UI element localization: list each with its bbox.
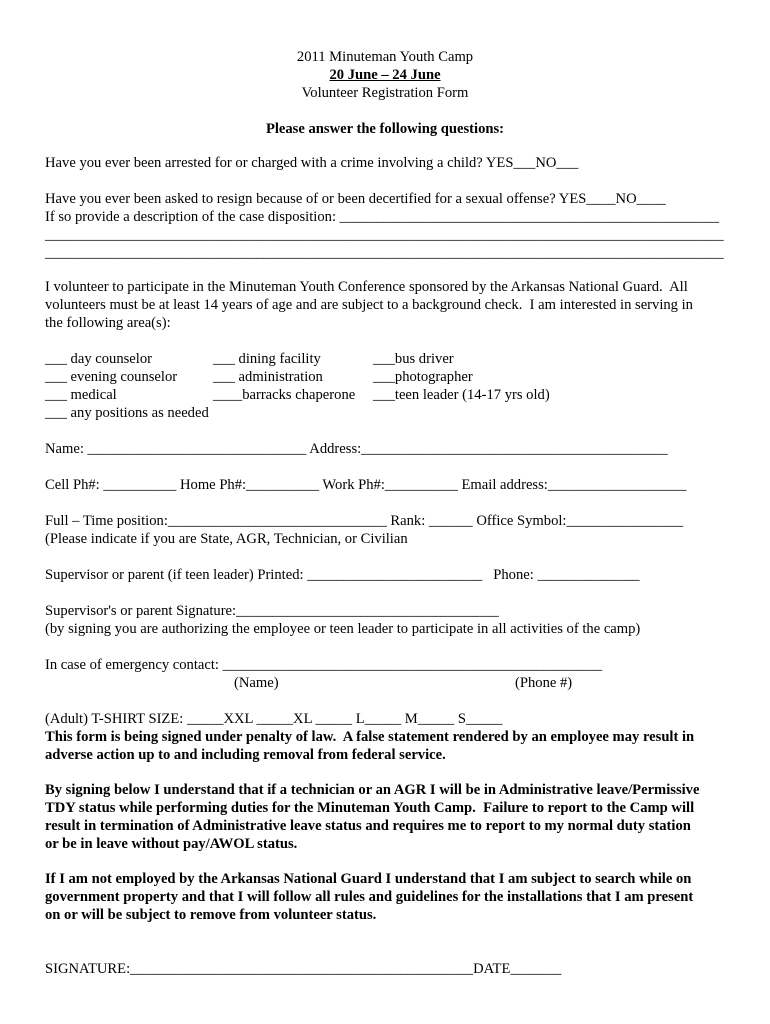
non-employee-notice: on or will be subject to remove from volunteer status. [45, 907, 377, 923]
volunteer-statement-line: the following area(s): [45, 315, 171, 331]
area-option: ___ dining facility [213, 351, 321, 367]
form-name: Volunteer Registration Form [301, 85, 469, 101]
volunteer-statement-line: I volunteer to participate in the Minuteman Youth Conference sponsored by the Arkansas National Guard. All [45, 279, 688, 295]
question-decertified: Have you ever been asked to resign because of or been decertified for a sexual offense? YES____NO____ [45, 191, 666, 207]
area-option: ___ administration [213, 369, 323, 385]
penalty-notice: This form is being signed under penalty of law. A false statement rendered by an employee may result in [45, 729, 695, 745]
area-option: ___ medical [45, 387, 117, 403]
area-option: ___ day counselor [45, 351, 152, 367]
supervisor-signature-field: Supervisor's or parent Signature:____________________________________ [45, 603, 499, 619]
question-arrested: Have you ever been arrested for or charged with a crime involving a child? YES___NO___ [45, 155, 579, 171]
emergency-phone-label: (Phone #) [515, 675, 573, 691]
area-option: ___bus driver [373, 351, 454, 367]
area-option: ___photographer [373, 369, 473, 385]
phone-email-field: Cell Ph#: __________ Home Ph#:__________ Work Ph#:__________ Email address:___________________ [45, 477, 687, 493]
camp-title: 2011 Minuteman Youth Camp [296, 49, 474, 65]
position-rank-field: Full – Time position:______________________________ Rank: ______ Office Symbol:________________ [45, 513, 684, 529]
technician-notice: TDY status while performing duties for the Minuteman Youth Camp. Failure to report to the Camp will [45, 800, 695, 816]
penalty-notice: adverse action up to and including removal from federal service. [45, 747, 446, 763]
instruction-heading: Please answer the following questions: [265, 121, 505, 137]
signature-date-field: SIGNATURE:_______________________________________________DATE_______ [45, 961, 562, 977]
tshirt-size-field: (Adult) T-SHIRT SIZE: _____XXL _____XL _____ L_____ M_____ S_____ [45, 711, 503, 727]
case-disposition-field: If so provide a description of the case disposition: ____________________________________________________ [45, 209, 720, 225]
signature-note: (by signing you are authorizing the employee or teen leader to participate in all activities of the camp) [45, 621, 641, 637]
blank-line: _____________________________________________________________________________________________ [45, 245, 724, 261]
non-employee-notice: If I am not employed by the Arkansas National Guard I understand that I am subject to search while on [45, 871, 692, 887]
technician-notice: result in termination of Administrative leave status and requires me to report to my normal duty station [45, 818, 691, 834]
technician-notice: or be in leave without pay/AWOL status. [45, 836, 298, 852]
supervisor-printed-field: Supervisor or parent (if teen leader) Printed: ________________________ Phone: ______________ [45, 567, 640, 583]
camp-dates-wrap [0, 66, 770, 84]
volunteer-statement-line: volunteers must be at least 14 years of age and are subject to a background check. I am interested in serving in [45, 297, 693, 313]
area-option: ___teen leader (14-17 yrs old) [373, 387, 550, 403]
camp-dates: 20 June – 24 June [329, 67, 441, 83]
position-note: (Please indicate if you are State, AGR, Technician, or Civilian [45, 531, 408, 547]
emergency-contact-field: In case of emergency contact: ____________________________________________________ [45, 657, 603, 673]
non-employee-notice: government property and that I will follow all rules and guidelines for the installations that I am present [45, 889, 694, 905]
technician-notice: By signing below I understand that if a technician or an AGR I will be in Administrative leave/Permissive [45, 782, 700, 798]
area-option: ____barracks chaperone [213, 387, 356, 403]
area-option: ___ any positions as needed [45, 405, 209, 421]
name-address-field: Name: ______________________________ Address:__________________________________________ [45, 441, 668, 457]
area-option: ___ evening counselor [45, 369, 178, 385]
blank-line: _____________________________________________________________________________________________ [45, 227, 724, 243]
emergency-name-label: (Name) [234, 675, 279, 691]
